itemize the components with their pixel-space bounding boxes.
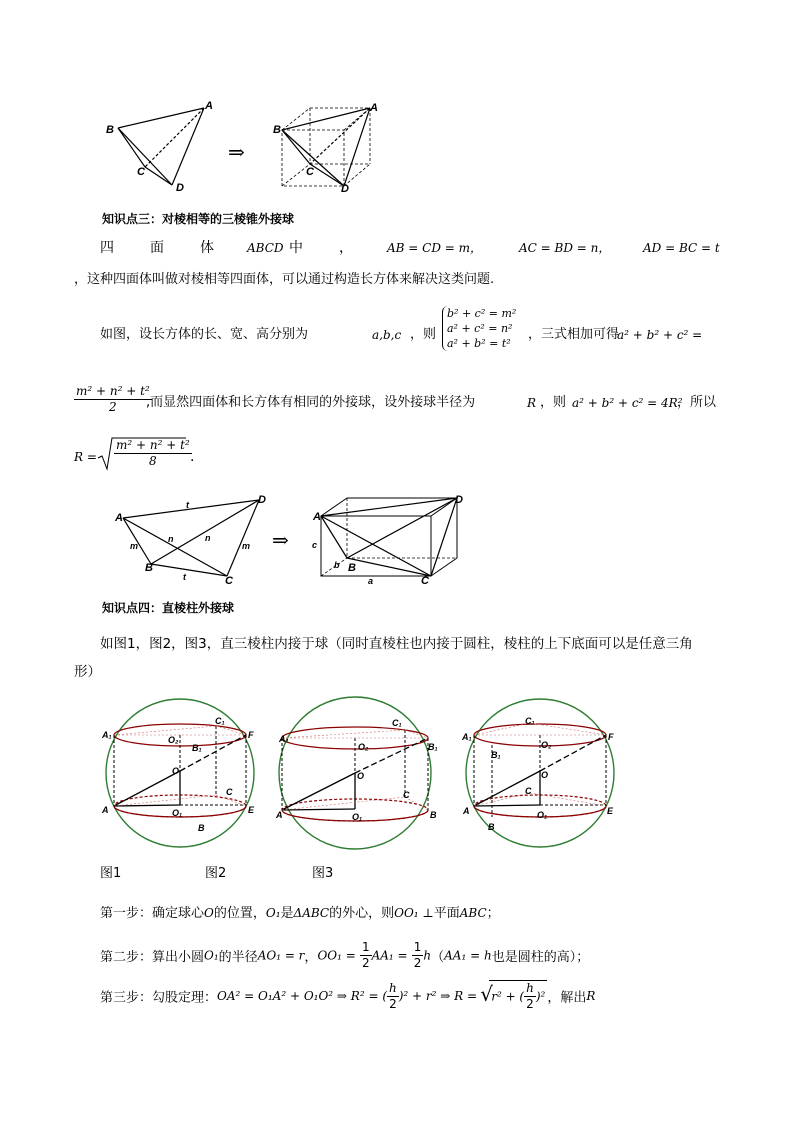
p2-end: ，三式相加可得 [528,327,620,342]
fraction-sum-over-2 [74,384,152,415]
caption-fig3: 图3 [312,866,334,881]
p2-start: 如图，设长方体的长、宽、高分别为 [100,327,309,342]
s2-A1: A₁ [279,734,289,744]
s1-O: O [204,906,214,920]
fraction-sum-over-8 [114,438,195,469]
s2-O1: O₁ [352,812,363,822]
label-left-B: B [106,124,114,136]
s3-A: A [463,806,470,816]
fraction-numerator: m² + n² + t² [76,384,150,398]
sqrt-radical: √ [480,982,493,1006]
s2-expr3: AA₁ = h [444,948,492,963]
s1-e: 平面 [433,906,460,921]
box-side-c: c [312,540,318,550]
r-end: . [190,449,195,465]
s3-R: R [586,989,596,1003]
p3-end: ，所以 [677,395,717,410]
edge-t-top: t [186,500,189,510]
char-zhong: 中 [289,240,303,256]
half-den-1: 2 [361,956,370,970]
s3-O2: O₂ [541,740,552,750]
s1-O1: O₁ [172,808,183,818]
char-si: 四 [100,240,114,256]
eq-ac-bd: AC = BD = n， [519,241,611,255]
p3-expr: a² + b² + c² = 4R² [572,396,683,410]
section4-heading: 知识点四：直棱柱外接球 [102,601,235,615]
figure-tetrahedron-left [100,100,220,200]
s1-C1: C₁ [215,716,225,726]
p3-R: R [527,396,537,410]
half-num-1: 1 [361,940,370,954]
edge-n-1: n [168,534,174,544]
s2-O: O [357,771,365,781]
half-den-2: 2 [413,956,422,970]
s2-expr1: AO₁ = r [257,948,305,963]
r-numerator: m² + n² + t² [116,438,190,452]
s2-O1: O₁ [204,948,219,963]
p2-mid: ，则 [410,327,437,342]
half-num-2: 1 [413,940,422,954]
comma: ， [339,240,353,256]
s2-a: 第二步：算出小圆 [100,950,205,965]
edge-m-2: m [242,541,251,551]
system-eq1: b² + c² = m² [447,307,517,320]
step-2 [100,940,589,970]
s3-F: F [608,732,614,742]
eq-ab-cd: AB = CD = m， [387,241,483,255]
s3-expr2: )² + r² ⇒ R = [398,989,478,1003]
s1-c: 是 [280,906,294,921]
box-label-C: C [421,575,429,587]
h-num-a: h [389,980,397,995]
s1-a: 第一步：确定球心 [100,906,205,921]
label-C: C [225,575,233,587]
s1-O: O [172,766,180,776]
s2-expr2: OO₁ = [317,948,356,963]
half-fraction-1 [360,940,372,971]
edge-t-bottom: t [183,572,186,582]
s1-F: F [248,730,254,740]
s1-O1: O₁ [265,906,281,920]
s3-O1: O₁ [537,810,548,820]
r-denominator: 8 [149,454,157,468]
s1-B: B [198,823,205,833]
figure-tetra-equal-edges [115,490,275,590]
s2-c: ， [304,950,318,965]
section3-heading: 知识点三：对棱相等的三棱锥外接球 [102,212,295,226]
label-left-A: A [205,100,213,112]
s2-C: C [403,790,410,800]
figure-cube-right [270,100,390,200]
section4-paragraph-line2: 形） [74,664,101,680]
s2-h: h [423,948,432,963]
h-den-a: 2 [389,996,397,1011]
system-eq2: a² + c² = n² [447,322,513,335]
s3-E: E [607,806,614,816]
s1-O2: O₂ [168,735,179,745]
label-right-A: A [370,102,378,114]
s1-A1: A₁ [102,730,112,740]
section4-paragraph: 如图1，图2，图3，直三棱柱内接于球（同时直棱柱也内接于圆柱，棱柱的上下底面可以是任意三角 [100,636,693,652]
s3-end: ，解出 [547,990,587,1006]
s1-expr: OO₁ ⊥ [394,906,434,920]
tetra-name: ABCD [247,241,284,255]
half-fraction-2 [412,940,424,971]
s3-O: O [541,770,549,780]
s2-B1: B₁ [428,742,438,752]
char-mian: 面 [150,240,164,256]
figure-box [315,490,465,590]
label-left-D: D [176,182,184,194]
s3-B: B [488,822,495,832]
caption-fig2: 图2 [205,866,227,881]
p3-mid: ，则 [540,395,567,410]
arrow-implies-2: ⇒ [272,528,289,552]
s3-B1: B₁ [491,750,501,760]
s3-A1: A₁ [462,732,472,742]
s2-b: 的半径 [218,950,258,965]
sphere-figure-1 [100,693,260,853]
h-over-2-a [387,981,399,1012]
step-1 [100,902,500,921]
label-D: D [258,494,266,506]
s1-tri: ΔABC [293,906,330,920]
s2-d: （ [431,950,445,965]
s1-plane: ABC [459,906,487,920]
s3-C1: C₁ [525,716,535,726]
label-B: B [145,562,153,574]
s2-C1: C₁ [392,718,402,728]
s1-C: C [226,787,233,797]
s1-B1: B₁ [192,743,202,753]
h-over-2-b [524,981,536,1012]
section3-paragraph1-line2: ，这种四面体叫做对棱相等四面体，可以通过构造长方体来解决这类问题. [74,272,495,287]
label-right-C: C [306,166,314,178]
caption-fig1: 图1 [100,866,122,881]
s1-A: A [102,805,109,815]
s1-E: E [248,805,255,815]
s1-b: 的位置， [213,906,266,921]
p2-vars: a,b,c [372,328,402,342]
edge-n-2: n [205,533,211,543]
sphere-figure-2 [275,693,435,853]
fraction-denominator: 2 [109,400,117,414]
label-right-B: B [273,124,281,136]
s1-f: ； [486,906,500,921]
s2-A: A [276,810,283,820]
sqrt-expression [480,980,547,1012]
box-side-a: a [368,576,374,586]
edge-m-1: m [130,541,139,551]
s2-e: 也是圆柱的高）； [491,950,590,965]
h-num-b: h [526,981,534,995]
s2-B: B [430,810,437,820]
p2-expr: a² + b² + c² = [617,328,703,342]
s3-a: 第三步：勾股定理： [100,990,218,1006]
p3-text: ,而显然四面体和长方体有相同的外接球，设外接球半径为 [146,395,476,410]
step-3 [100,980,595,1014]
r-label: R = [74,450,97,464]
s1-d: 的外心，则 [329,906,395,921]
s3-sqrt-end: )² [535,989,546,1004]
sphere-figure-3 [460,693,620,853]
arrow-implies: ⇒ [228,140,245,164]
s3-sqrt: r² + ( [491,989,525,1004]
equation-system [442,306,516,351]
box-label-D: D [455,494,463,506]
box-side-b: b [334,560,340,570]
h-den-b: 2 [526,997,534,1011]
box-label-B: B [348,562,356,574]
label-right-D: D [341,183,349,195]
s2-O2: O₂ [358,742,369,752]
system-eq3: a² + b² = t² [447,337,511,350]
s3-expr: OA² = O₁A² + O₁O² ⇒ R² = ( [217,989,388,1003]
char-ti: 体 [200,240,214,256]
eq-ad-bc: AD = BC = t [643,241,720,255]
s2-AA1: AA₁ = [371,948,408,963]
label-left-C: C [137,166,145,178]
s3-C: C [525,786,532,796]
box-label-A: A [313,511,321,523]
label-A: A [115,512,123,524]
